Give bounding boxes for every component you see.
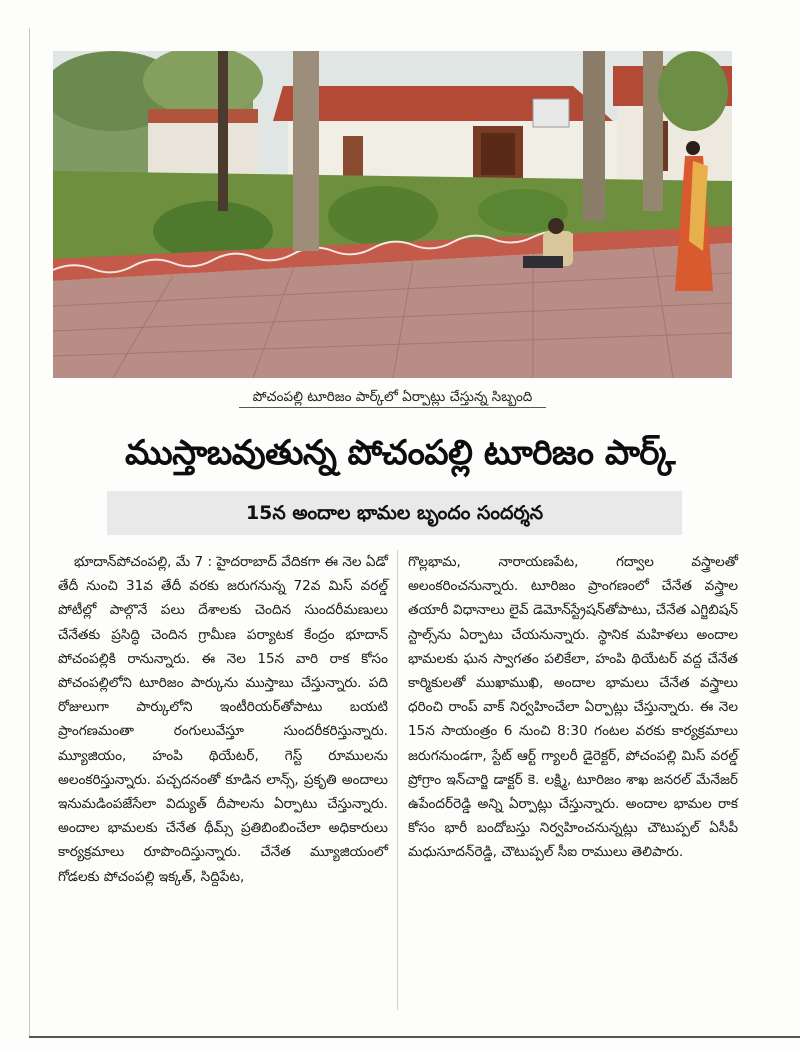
body-column-left [58, 550, 388, 1020]
left-margin-rule [29, 28, 30, 1038]
column-divider [397, 550, 398, 1010]
body-paragraph-right: గొల్లభామ, నారాయణపేట, గద్వాల వస్త్రాలతో అలంకరించనున్నారు. టూరిజం ప్రాంగణంలో చేనేత వస్త్రాల తయారీ విధానాలు లైవ్ డెమోన్‌స్ట్రేషన్‌తోపాటు, చేనేత ఎగ్జిబిషన్ స్టాల్స్‌ను ఏర్పాటు చేయనున్నారు. స్థానిక మహిళలు అందాల భామలకు ఘన స్వాగతం పలికేలా, హంపి థియేటర్ వద్ద చేనేత కార్మికులతో ముఖాముఖి, అందాల భామలు చేనేత వస్త్రాలు ధరించి రాంప్ వాక్ నిర్వహించేలా ఏర్పాట్లు చేస్తున్నారు. ఈ నెల 15న సాయంత్రం 6 నుంచి 8:30 గంటల వరకు కార్యక్రమాలు జరుగనుండగా, స్టేట్ ఆర్ట్ గ్యాలరీ డైరెక్టర్, పోచంపల్లి మిస్ వరల్డ్ ప్రోగ్రాం ఇన్‌చార్జి డాక్టర్ కె. లక్ష్మి, టూరిజం శాఖ జనరల్ మేనేజర్ ఉపేందర్‌రెడ్డి అన్ని ఏర్పాట్లు చేస్తున్నారు. అందాల భామల రాక కోసం భారీ బందోబస్తు నిర్వహించనున్నట్లు చౌటుప్పల్ ఏసీపీ మధుసూదన్‌రెడ్డి, చౌటుప్పల్ సీఐ రాములు తెలిపారు. [408, 554, 738, 861]
article-photo [53, 51, 732, 378]
photo-caption-text: పోచంపల్లి టూరిజం పార్క్‌లో ఏర్పాట్లు చేస్తున్న సిబ్బంది [239, 389, 547, 408]
body-column-right [408, 550, 738, 1020]
body-paragraph-left: భూదాన్‌పోచంపల్లి, మే 7 : హైదరాబాద్ వేదికగా ఈ నెల ఏడో తేదీ నుంచి 31వ తేదీ వరకు జరుగనున్న 72వ మిస్ వరల్డ్ పోటీల్లో పాల్గొనే పలు దేశాలకు చెందిన సుందరీమణులు చేనేతకు ప్రసిద్ధి చెందిన గ్రామీణ పర్యాటక కేంద్రం భూదాన్ పోచంపల్లికి రానున్నారు. ఈ నెల 15న వారి రాక కోసం పోచంపల్లిలోని టూరిజం పార్కును ముస్తాబు చేస్తున్నారు. పది రోజులుగా పార్కులోని ఇంటీరియర్‌తోపాటు బయటి ప్రాంగణమంతా రంగులువేస్తూ సుందరీకరిస్తున్నారు. మ్యూజియం, హంపి థియేటర్, గెస్ట్ రూములను అలంకరిస్తున్నారు. పచ్చదనంతో కూడిన లాన్స్, ప్రకృతి అందాలు ఇనుమడింపజేసేలా విద్యుత్ దీపాలను ఏర్పాటు చేస్తున్నారు. అందాల భామలకు చేనేత థీమ్స్ ప్రతిబింబించేలా అధికారులు కార్యక్రమాలు రూపొందిస్తున్నారు. చేనేత మ్యూజియంలో గోడలకు పోచంపల్లి ఇక్కత్, సిద్దిపేట, [58, 554, 388, 885]
article-subheadline: 15న అందాల భామల బృందం సందర్శన [107, 491, 682, 535]
article-headline: ముస్తాబవుతున్న పోచంపల్లి టూరిజం పార్క్ [124, 433, 676, 473]
bottom-rule [29, 1036, 800, 1038]
article-body [58, 550, 738, 1020]
photo-caption [53, 382, 732, 412]
